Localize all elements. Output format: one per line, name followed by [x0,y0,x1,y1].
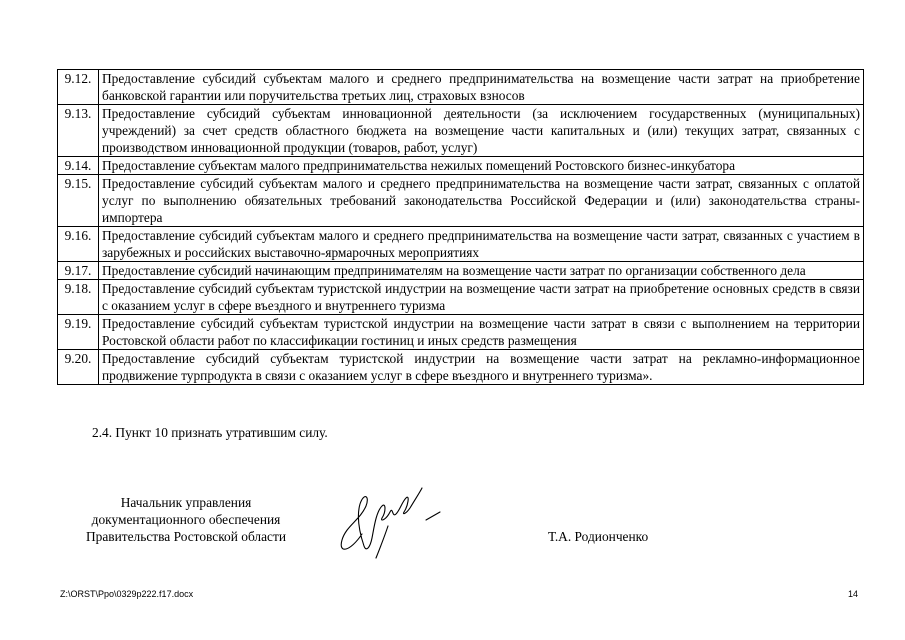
signature-title-line: Правительства Ростовской области [85,529,287,544]
table-row [58,262,864,280]
row-number: 9.13. [58,105,99,157]
row-number: 9.12. [58,70,99,105]
signature-title-line: Начальник управления [120,495,252,510]
row-number: 9.14. [58,157,99,175]
row-text: Предоставление субсидий начинающим предпринимателям на возмещение части затрат по организации собственного дела [99,262,864,280]
row-text: Предоставление субсидий субъектам туристской индустрии на возмещение части затрат на рекламно-информационное продвижение турпродукта в связи с оказанием услуг в сфере въездного и внутреннего туризма». [99,350,864,385]
row-text: Предоставление субсидий субъектам инновационной деятельности (за исключением государственных (муниципальных) учреждений) за счет средств областного бюджета на возмещение части капитальных и (или) текущих затрат, связанных с производством инновационной продукции (товаров, работ, услуг) [99,105,864,157]
row-text: Предоставление субсидий субъектам малого и среднего предпринимательства на возмещение части затрат на приобретение банковской гарантии или поручительства третьих лиц, страховых взносов [99,70,864,105]
clause-text: 2.4. Пункт 10 признать утратившим силу. [92,425,328,440]
table-body [58,70,864,385]
row-number: 9.16. [58,227,99,262]
table-row [58,315,864,350]
row-text: Предоставление субсидий субъектам малого и среднего предпринимательства на возмещение части затрат, связанных с оплатой услуг по выполнению обязательных требований законодательства Российской Федерации и (или) законодательства страны-импортера [99,175,864,227]
row-number: 9.20. [58,350,99,385]
row-text: Предоставление субсидий субъектам туристской индустрии на возмещение части затрат на приобретение основных средств в связи с оказанием услуг в сфере въездного и внутреннего туризма [99,280,864,315]
page-number: 14 [848,589,859,599]
row-number: 9.19. [58,315,99,350]
table-row [58,105,864,157]
signer-name: Т.А. Родионченко [548,529,649,544]
table-row [58,227,864,262]
table-row [58,157,864,175]
row-text: Предоставление субъектам малого предпринимательства нежилых помещений Ростовского бизнес-инкубатора [99,157,864,175]
row-text: Предоставление субсидий субъектам туристской индустрии на возмещение части затрат в связи с выполнением на территории Ростовской области работ по классификации гостиниц и иных средств размещения [99,315,864,350]
signature-title-line: документационного обеспечения [91,512,281,527]
row-text: Предоставление субсидий субъектам малого и среднего предпринимательства на возмещение части затрат, связанных с участием в зарубежных и российских выставочно-ярмарочных мероприятиях [99,227,864,262]
table-row [58,350,864,385]
footer-file-path: Z:\ORST\Ppo\0329p222.f17.docx [60,589,194,599]
row-number: 9.15. [58,175,99,227]
row-number: 9.18. [58,280,99,315]
handwritten-signature [330,482,450,562]
table-row [58,280,864,315]
table-row [58,70,864,105]
table-row [58,175,864,227]
row-number: 9.17. [58,262,99,280]
signature-title-block [40,494,332,545]
subsidy-table [57,69,864,385]
